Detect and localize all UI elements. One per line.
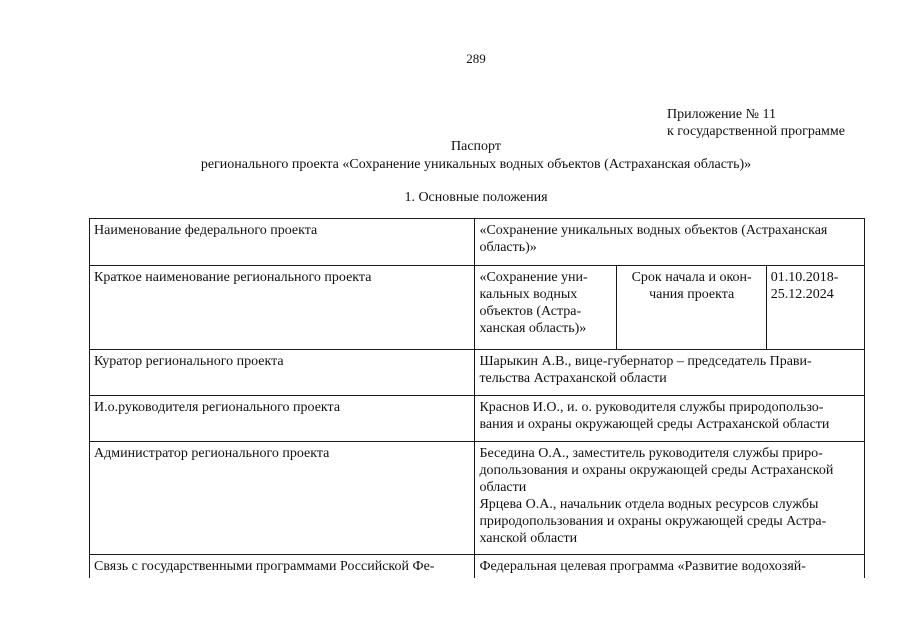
table-row (90, 266, 865, 350)
federal-project-label: Наименование федерального проекта (90, 219, 475, 266)
project-term-value: 01.10.2018- 25.12.2024 (766, 266, 864, 350)
project-term-label: Срок начала и окон- чания проекта (616, 266, 766, 350)
curator-value: Шарыкин А.В., вице-губернатор – председатель Прави- тельства Астраханской области (475, 350, 865, 396)
passport-table (89, 218, 865, 578)
page-number: 289 (466, 51, 486, 66)
administrator-value: Беседина О.А., заместитель руководителя службы приро- допользования и охраны окружающей среды Астраханской области Ярцева О.А., начальник отдела водных ресурсов службы природопользования и охраны окружающей среды Астра- ханской области (475, 442, 865, 555)
title-passport: Паспорт (451, 139, 501, 154)
state-programs-label: Связь с государственными программами Российской Фе- (90, 555, 475, 579)
table-row (90, 555, 865, 579)
table-row (90, 219, 865, 266)
document-title (0, 138, 905, 174)
section-heading: 1. Основные положения (404, 190, 548, 205)
state-programs-value: Федеральная целевая программа «Развитие водохозяй- (475, 555, 865, 579)
acting-head-label: И.о.руководителя регионального проекта (90, 396, 475, 442)
annex-reference (667, 106, 845, 140)
table-row (90, 442, 865, 555)
title-project-name: регионального проекта «Сохранение уникальных водных объектов (Астраханская область)» (200, 157, 752, 172)
short-name-label: Краткое наименование регионального проекта (90, 266, 475, 350)
short-name-value: «Сохранение уни- кальных водных объектов (Астра- ханская область)» (475, 266, 616, 350)
acting-head-value: Краснов И.О., и. о. руководителя службы природопользо- вания и охраны окружающей среды Астраханской области (475, 396, 865, 442)
table-row (90, 396, 865, 442)
table-row (90, 350, 865, 396)
curator-label: Куратор регионального проекта (90, 350, 475, 396)
annex-number: Приложение № 11 (667, 107, 776, 122)
federal-project-value: «Сохранение уникальных водных объектов (Астраханская область)» (475, 219, 865, 266)
annex-program: к государственной программе (667, 124, 845, 139)
administrator-label: Администратор регионального проекта (90, 442, 475, 555)
